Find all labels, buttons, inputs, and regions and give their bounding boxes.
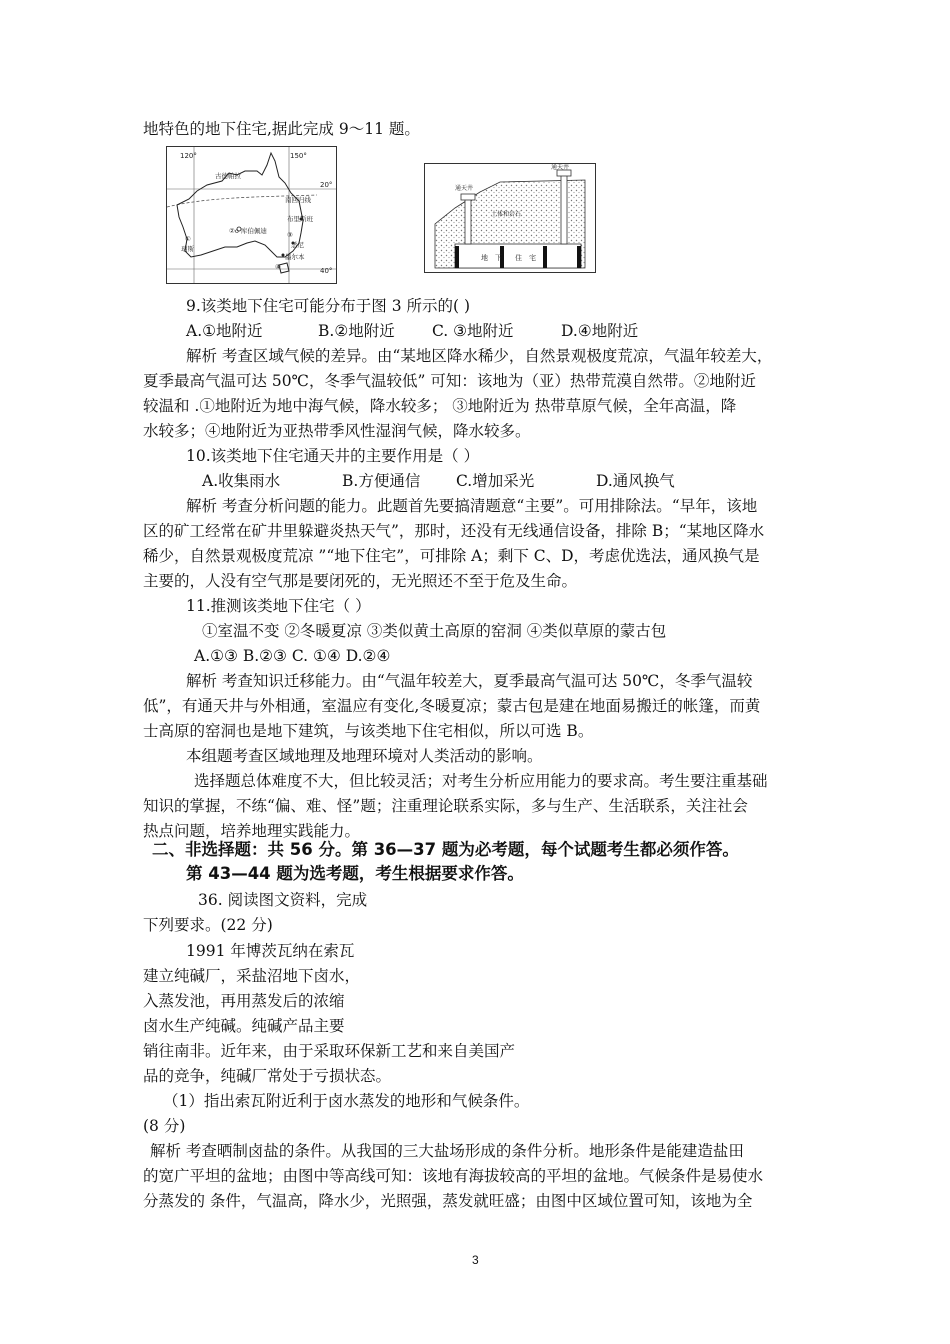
page-number: 3 xyxy=(472,1253,479,1267)
australia-map-figure xyxy=(166,146,337,284)
house-label-char: 地 xyxy=(481,254,488,262)
rock-label: 土体和岩石 xyxy=(491,211,522,218)
q36-subquestion: （1）指出索瓦附近利于卤水蒸发的地形和气候条件。 xyxy=(163,1092,530,1110)
section2-heading: 二、非选择题：共 56 分。第 36—37 题为必考题，每个试题考生都必须作答。 xyxy=(152,840,739,859)
q9-analysis-line: 夏季最高气温可达 50℃，冬季气温较低” 可知：该地为（亚）热带荒漠自然带。②地附近 xyxy=(143,372,756,390)
map-label: 墨尔本 xyxy=(285,253,305,261)
summary-line: 选择题总体难度不大，但比较灵活；对考生分析应用能力的要求高。考生要注重基础 xyxy=(194,772,768,790)
house-label-char: 下 xyxy=(495,254,502,262)
map-lon-150: 150° xyxy=(290,152,307,160)
q36-analysis-line: 的宽广平坦的盆地；由图中等高线可知：该地有海拔较高的平坦的盆地。气候条件是易使水 xyxy=(143,1167,764,1185)
map-lon-120: 120° xyxy=(180,152,197,160)
shaft-label: 通天井 xyxy=(551,164,570,171)
q10-stem: 10.该类地下住宅通天井的主要作用是（ ） xyxy=(186,447,480,465)
summary-line: 知识的掌握，不练“偏、难、怪”题；注重理论联系实际，多与生产、生活联系，关注社会 xyxy=(143,797,748,815)
summary-line: 本组题考查区域地理及地理环境对人类活动的影响。 xyxy=(186,747,543,765)
q10-option-c: C.增加采光 xyxy=(456,472,535,490)
q10-analysis-line: 稀少，自然景观极度荒凉 ”“地下住宅”，可排除 A；剩下 C、D，考虑优选法，通风换气是 xyxy=(143,547,760,565)
q10-option-b: B.方便通信 xyxy=(342,472,421,490)
map-lat-40: 40° xyxy=(320,267,333,275)
map-lat-20: 20° xyxy=(320,181,333,189)
q36-line: 品的竞争，纯碱厂常处于亏损状态。 xyxy=(143,1067,392,1085)
q11-analysis-line: 低”，有通天井与外相通，室温应有变化,冬暖夏凉；蒙古包是建在地面易搬迁的帐篷，而黄 xyxy=(143,697,761,715)
q36-line: 建立纯碱厂，采盐沼地下卤水， xyxy=(143,967,361,985)
section2-heading: 第 43—44 题为选考题，考生根据要求作答。 xyxy=(186,864,524,883)
map-label: ③ xyxy=(287,231,293,239)
australia-map xyxy=(167,147,336,283)
q10-analysis-line: 区的矿工经常在矿井里躲避炎热天气”，那时，还没有无线通信设备，排除 B；“某地区降水 xyxy=(143,522,765,540)
map-label: 布里斯班 xyxy=(287,215,313,223)
q11-options: A.①③ B.②③ C. ①④ D.②④ xyxy=(194,647,391,665)
q10-analysis-line: 解析 考查分析问题的能力。此题首先要搞清题意“主要”。可用排除法。“早年，该地 xyxy=(186,497,758,515)
q9-analysis-line: 解析 考查区域气候的差异。由“某地区降水稀少，自然景观极度荒凉，气温年较差大， xyxy=(186,347,773,365)
q9-analysis-line: 较温和 .①地附近为地中海气候，降水较多； ③地附近为 热带草原气候，全年高温，降 xyxy=(143,397,737,415)
q9-option-a: A.①地附近 xyxy=(186,322,263,340)
q11-analysis-line: 解析 考查知识迁移能力。由“气温年较差大，夏季最高气温可达 50℃，冬季气温较 xyxy=(186,672,753,690)
house-label-char: 宅 xyxy=(529,254,536,262)
q36-score: (8 分) xyxy=(143,1117,186,1135)
q36-analysis-line: 分蒸发的 条件，气温高，降水少，光照强，蒸发就旺盛；由图中区域位置可知，该地为全 xyxy=(143,1192,753,1210)
q36-line: 下列要求。(22 分) xyxy=(143,916,273,934)
q36-line: 36. 阅读图文资料，完成 xyxy=(198,891,368,909)
map-label: 悉尼 xyxy=(291,241,304,249)
q9-option-d: D.④地附近 xyxy=(561,322,639,340)
q11-stem: 11.推测该类地下住宅（ ） xyxy=(186,597,371,615)
intro-text: 地特色的地下住宅,据此完成 9～11 题。 xyxy=(143,120,420,138)
q10-analysis-line: 主要的，人没有空气那是要闭死的，无光照还不至于危及生命。 xyxy=(143,572,578,590)
dwelling-section-figure xyxy=(424,163,596,273)
dwelling-section xyxy=(425,164,595,272)
q9-stem: 9.该类地下住宅可能分布于图 3 所示的( ) xyxy=(186,297,471,315)
map-label: 南回归线 xyxy=(285,196,311,204)
shaft-label: 通天井 xyxy=(455,185,474,192)
q9-analysis-line: 水较多；④地附近为亚热带季风性湿润气候，降水较多。 xyxy=(143,422,531,440)
q36-line: 1991 年博茨瓦纳在索瓦 xyxy=(186,942,355,960)
house-label-char: 住 xyxy=(515,254,522,262)
map-label: 珀斯 xyxy=(181,245,194,253)
q36-line: 卤水生产纯碱。纯碱产品主要 xyxy=(143,1017,345,1035)
map-label: ① xyxy=(185,235,191,243)
q10-option-d: D.通风换气 xyxy=(596,472,675,490)
q11-items: ①室温不变 ②冬暖夏凉 ③类似黄土高原的窑洞 ④类似草原的蒙古包 xyxy=(202,622,667,640)
map-label: ②o 库伯佩迪 xyxy=(229,227,267,235)
q36-line: 销往南非。近年来，由于采取环保新工艺和来自美国产 xyxy=(143,1042,516,1060)
q10-option-a: A.收集雨水 xyxy=(202,472,281,490)
q11-analysis-line: 士高原的窑洞也是地下建筑，与该类地下住宅相似，所以可选 B。 xyxy=(143,722,594,740)
q9-option-b: B.②地附近 xyxy=(318,322,395,340)
q36-line: 入蒸发池，再用蒸发后的浓缩 xyxy=(143,992,345,1010)
q9-option-c: C. ③地附近 xyxy=(432,322,514,340)
summary-line: 热点问题，培养地理实践能力。 xyxy=(143,822,361,840)
map-label: 古德帕拉 xyxy=(215,172,241,180)
map-label: ④ xyxy=(275,263,281,271)
q36-analysis-line: 解析 考查晒制卤盐的条件。从我国的三大盐场形成的条件分析。地形条件是能建造盐田 xyxy=(150,1142,744,1160)
